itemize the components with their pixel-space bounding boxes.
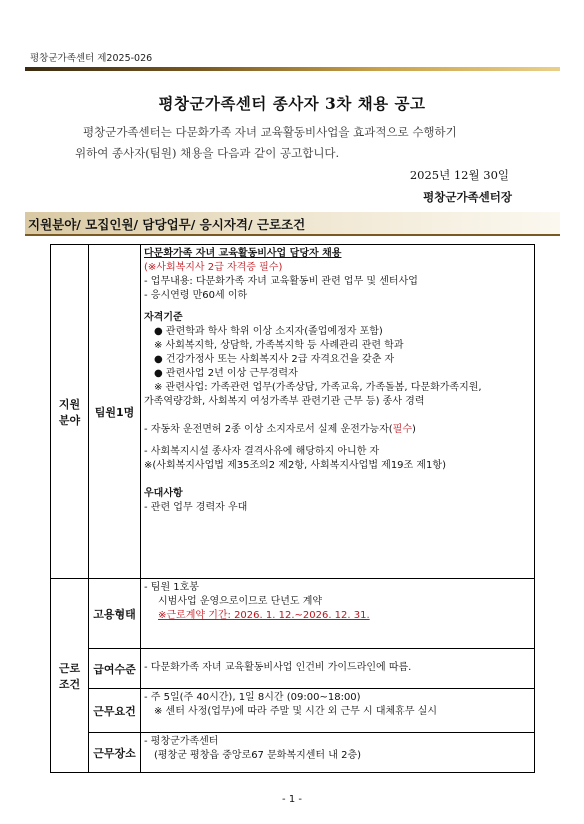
disqualification: - 사회복지시설 종사자 결격사유에 해당하지 아니한 자 (144, 446, 380, 457)
age-limit: - 응시연령 만60세 이하 (144, 290, 248, 301)
qualification-item: ● 관련사업 2년 이상 근무경력자 (154, 368, 298, 379)
job-heading: 다문화가족 자녀 교육활동비사업 담당자 채용 (144, 248, 342, 259)
employment-type-label: 고용형태 (89, 579, 141, 649)
work-conditions-label: 근로 조건 (51, 579, 89, 773)
table-row-apply (51, 245, 535, 579)
table-row-place (51, 733, 535, 773)
table-row-employment (51, 579, 535, 649)
section-title: 지원분야/ 모집인원/ 담당업무/ 응시자격/ 근로조건 (28, 217, 306, 232)
recruitment-table (50, 244, 535, 773)
page-number: - 1 - (282, 794, 302, 805)
position-count: 팀원1명 (89, 245, 141, 579)
signer: 평창군가족센터장 (423, 190, 512, 204)
intro-paragraph (75, 122, 545, 164)
qualification-title: 자격기준 (144, 312, 183, 323)
contract-period: ※근로계약 기간: 2026. 1. 12.~2026. 12. 31. (158, 610, 370, 621)
required-certificate: (※사회복지사 2급 자격증 필수) (144, 262, 283, 273)
employment-type: - 팀원 1호봉 시범사업 운영으로이므로 단년도 계약 ※근로계약 기간: 2026. 1. 12.~2026. 12. 31. (141, 579, 535, 649)
qualification-note: 가족역량강화, 사회복지 여성가족부 관련기관 근무 등) 종사 경력 (144, 396, 425, 407)
section-header (25, 212, 560, 236)
qualification-note: ※ 사회복지학, 상담학, 가족복지학 등 사례관리 관련 학과 (154, 340, 404, 351)
job-description (141, 245, 535, 579)
qualification-item: ● 건강가정사 또는 사회복지사 2급 자격요건을 갖춘 자 (154, 354, 395, 365)
driver-license: - 자동차 운전면허 2종 이상 소지자로서 실제 운전가능자(필수) (144, 424, 416, 435)
page-title: 평창군가족센터 종사자 3차 채용 공고 (158, 94, 426, 113)
wage-label: 급여수준 (89, 649, 141, 689)
preference-item: - 관련 업무 경력자 우대 (144, 502, 248, 513)
wage-level: - 다문화가족 자녀 교육활동비사업 인건비 가이드라인에 따름. (141, 649, 535, 689)
disqualification-law: ※(사회복지사업법 제35조의2 제2항, 사회복지사업법 제19조 제1항) (144, 460, 446, 471)
work-hours: - 주 5일(주 40시간), 1일 8시간 (09:00~18:00) ※ 센터 사정(업무)에 따라 주말 및 시간 외 근무 시 대체휴무 실시 (141, 689, 535, 733)
apply-field-label: 지원 분야 (51, 245, 89, 579)
intro-line: 평창군가족센터는 다문화가족 자녀 교육활동비사업을 효과적으로 수행하기 (83, 125, 457, 139)
announcement-date: 2025년 12월 30일 (409, 168, 509, 182)
qualification-note: ※ 관련사업: 가족관련 업무(가족상담, 가족교육, 가족돌봄, 다문화가족지원, (154, 382, 482, 393)
qualification-item: ● 관련학과 학사 학위 이상 소지자(졸업예정자 포함) (154, 326, 383, 337)
table-row-hours (51, 689, 535, 733)
work-place-label: 근무장소 (89, 733, 141, 773)
work-place: - 평창군가족센터 (평창군 평창읍 중앙로67 문화복지센터 내 2층) (141, 733, 535, 773)
preference-title: 우대사항 (144, 488, 183, 499)
work-hours-label: 근무요건 (89, 689, 141, 733)
duties: - 업무내용: 다문화가족 자녀 교육활동비 관련 업무 및 센터사업 (144, 276, 418, 287)
document-number: 평창군가족센터 제2025-026 (30, 53, 153, 64)
table-row-wage (51, 649, 535, 689)
header-rule (25, 67, 560, 71)
intro-line: 위하여 종사자(팀원) 채용을 다음과 같이 공고합니다. (75, 146, 340, 160)
